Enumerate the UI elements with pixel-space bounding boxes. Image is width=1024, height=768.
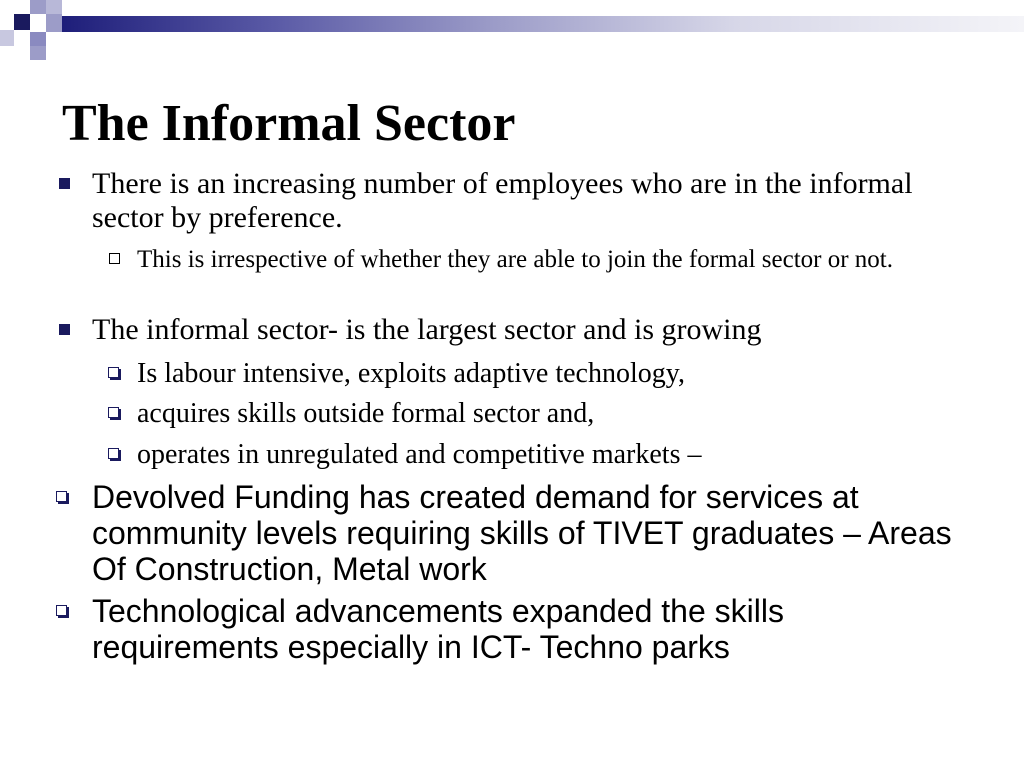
decor-square-light (46, 0, 62, 14)
bullet-text: Devolved Funding has created demand for services at community levels requiring skills of TIVET graduates – Areas Of Construction, Metal work (92, 479, 952, 587)
slide-title: The Informal Sector (62, 95, 516, 152)
square-bullet-icon (59, 324, 70, 335)
square-bullet-icon (59, 178, 70, 189)
sub-bullet-text: operates in unregulated and competitive markets – (137, 439, 702, 470)
decor-square-light (30, 46, 46, 60)
shadow-square-bullet-icon (108, 448, 119, 459)
shadow-square-bullet-icon (56, 605, 67, 616)
shadow-square-bullet-icon (108, 407, 119, 418)
shadow-square-bullet-icon (56, 491, 67, 502)
bullet-text: There is an increasing number of employees who are in the informal sector by preference. (92, 167, 913, 234)
sub-bullet-item (137, 244, 917, 275)
bullet-item (92, 593, 972, 665)
header-gradient-bar (62, 16, 1024, 32)
decor-square-light (30, 0, 46, 14)
bullet-text: The informal sector- is the largest sector and is growing (92, 313, 762, 346)
bullet-item (92, 313, 972, 347)
decor-square-light (46, 14, 62, 32)
sub-bullet-text: acquires skills outside formal sector and, (137, 398, 595, 429)
sub-bullet-item (137, 439, 917, 471)
hollow-square-bullet-icon (109, 253, 120, 264)
bullet-text: Technological advancements expanded the skills requirements especially in ICT- Techno parks (92, 593, 784, 665)
decor-square-dark (14, 14, 30, 30)
sub-bullet-item (137, 358, 917, 390)
bullet-item (92, 479, 972, 587)
sub-bullet-text: This is irrespective of whether they are able to join the formal sector or not. (137, 246, 893, 273)
sub-bullet-item (137, 398, 917, 430)
shadow-square-bullet-icon (108, 367, 119, 378)
sub-bullet-text: Is labour intensive, exploits adaptive technology, (137, 358, 685, 389)
decor-square-light (0, 30, 14, 46)
decor-square-mid (30, 32, 46, 46)
bullet-item (92, 167, 972, 235)
